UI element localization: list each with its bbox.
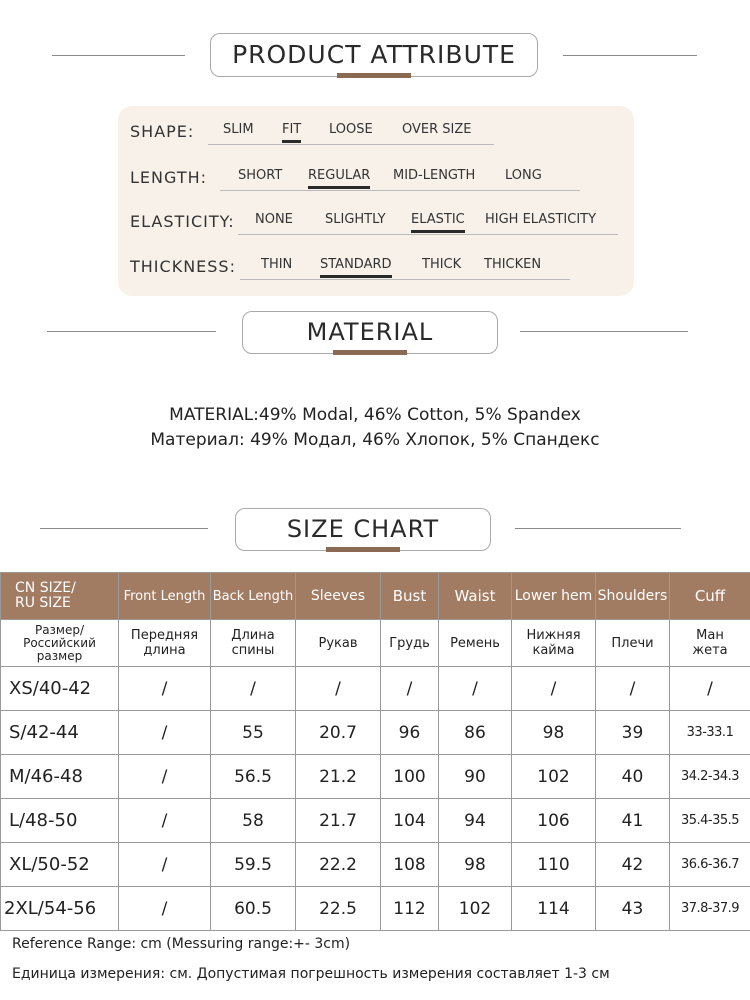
material-text-en: MATERIAL:49% Modal, 46% Cotton, 5% Spandex xyxy=(169,405,581,425)
col-header-ru: Рукав xyxy=(296,620,381,667)
table-cell-size: L/48-50 xyxy=(1,799,119,843)
table-cell: 56.5 xyxy=(211,755,296,799)
table-cell: 21.7 xyxy=(296,799,381,843)
table-cell-size: S/42-44 xyxy=(1,711,119,755)
table-cell: 20.7 xyxy=(296,711,381,755)
col-header-size: CN SIZE/ RU SIZE xyxy=(1,573,119,620)
table-cell: 94 xyxy=(439,799,512,843)
attribute-option-selected: STANDARD xyxy=(320,257,392,272)
table-cell: / xyxy=(296,667,381,711)
table-cell: / xyxy=(119,799,211,843)
table-cell: / xyxy=(211,667,296,711)
material-heading xyxy=(242,311,498,354)
table-cell: 114 xyxy=(512,887,596,931)
table-cell: 36.6-36.7 xyxy=(670,843,750,887)
attribute-panel xyxy=(118,106,634,296)
table-cell: 59.5 xyxy=(211,843,296,887)
attribute-option: THIN xyxy=(261,257,293,272)
divider-left xyxy=(40,528,208,529)
attribute-option-selected: REGULAR xyxy=(308,168,371,183)
col-header-ru: Ремень xyxy=(439,620,512,667)
table-cell: / xyxy=(439,667,512,711)
table-cell: 90 xyxy=(439,755,512,799)
divider-left xyxy=(52,55,185,56)
table-cell: 39 xyxy=(596,711,670,755)
table-cell: 58 xyxy=(211,799,296,843)
table-cell: / xyxy=(512,667,596,711)
attribute-row-thickness xyxy=(130,253,630,283)
size-chart-title: SIZE CHART xyxy=(286,515,440,543)
attribute-option: THICKEN xyxy=(484,257,542,272)
table-cell-size: XS/40-42 xyxy=(1,667,119,711)
attribute-option: THICK xyxy=(422,257,462,272)
attribute-label: LENGTH: xyxy=(130,168,208,187)
table-row xyxy=(1,887,750,931)
col-header-ru: Размер/ Российский размер xyxy=(1,620,119,667)
attribute-option-selected: FIT xyxy=(282,122,302,137)
attribute-label: ELASTICITY: xyxy=(130,212,235,231)
table-header-ru-row xyxy=(1,620,750,667)
table-cell: / xyxy=(119,843,211,887)
table-cell-size: XL/50-52 xyxy=(1,843,119,887)
col-header-ru: Передняя длина xyxy=(119,620,211,667)
attribute-label: SHAPE: xyxy=(130,122,195,141)
table-cell: 55 xyxy=(211,711,296,755)
material-title: MATERIAL xyxy=(306,318,434,346)
table-row xyxy=(1,667,750,711)
divider-right xyxy=(515,528,681,529)
table-cell: 106 xyxy=(512,799,596,843)
divider-left xyxy=(47,331,216,332)
table-cell: / xyxy=(119,667,211,711)
table-cell: 108 xyxy=(381,843,439,887)
table-row xyxy=(1,799,750,843)
attribute-option: LONG xyxy=(505,168,542,183)
table-cell: / xyxy=(670,667,750,711)
table-cell: 22.2 xyxy=(296,843,381,887)
attribute-option: OVER SIZE xyxy=(402,122,472,137)
size-chart-table xyxy=(0,572,750,931)
table-cell: 98 xyxy=(439,843,512,887)
table-cell: 41 xyxy=(596,799,670,843)
col-header-shoulders: Shoulders xyxy=(596,573,670,620)
col-header-cuff: Cuff xyxy=(670,573,750,620)
divider-right xyxy=(563,55,697,56)
col-header-back-length: Back Length xyxy=(211,573,296,620)
table-cell: / xyxy=(119,711,211,755)
table-cell: 86 xyxy=(439,711,512,755)
table-cell: 60.5 xyxy=(211,887,296,931)
table-header-row xyxy=(1,573,750,620)
table-cell: 98 xyxy=(512,711,596,755)
table-cell: 102 xyxy=(439,887,512,931)
table-cell: 100 xyxy=(381,755,439,799)
col-header-waist: Waist xyxy=(439,573,512,620)
attribute-option: MID-LENGTH xyxy=(393,168,476,183)
attribute-option: NONE xyxy=(255,212,293,227)
attribute-option: SLIGHTLY xyxy=(325,212,386,227)
table-cell: 110 xyxy=(512,843,596,887)
attribute-option: HIGH ELASTICITY xyxy=(485,212,597,227)
table-row xyxy=(1,843,750,887)
attribute-option: SHORT xyxy=(238,168,283,183)
col-header-sleeves: Sleeves xyxy=(296,573,381,620)
attribute-option: SLIM xyxy=(223,122,254,137)
table-cell: / xyxy=(381,667,439,711)
product-attribute-title: PRODUCT ATTRIBUTE xyxy=(232,40,516,69)
table-cell: 37.8-37.9 xyxy=(670,887,750,931)
size-chart-heading xyxy=(235,508,491,551)
table-cell: 43 xyxy=(596,887,670,931)
table-cell: 96 xyxy=(381,711,439,755)
attribute-label: THICKNESS: xyxy=(130,257,236,276)
table-row xyxy=(1,755,750,799)
table-cell: 21.2 xyxy=(296,755,381,799)
col-header-ru: Ман жета xyxy=(670,620,750,667)
table-cell: / xyxy=(119,887,211,931)
table-cell: / xyxy=(119,755,211,799)
attribute-option-selected: ELASTIC xyxy=(411,212,465,227)
attribute-row-elasticity xyxy=(130,208,630,238)
material-text-ru: Материал: 49% Модал, 46% Хлопок, 5% Спандекс xyxy=(150,430,600,450)
col-header-ru: Плечи xyxy=(596,620,670,667)
table-cell: 22.5 xyxy=(296,887,381,931)
table-cell-size: M/46-48 xyxy=(1,755,119,799)
table-cell: 34.2-34.3 xyxy=(670,755,750,799)
attribute-option: LOOSE xyxy=(329,122,373,137)
col-header-ru: Грудь xyxy=(381,620,439,667)
col-header-ru: Нижняя кайма xyxy=(512,620,596,667)
col-header-front-length: Front Length xyxy=(119,573,211,620)
attribute-row-length xyxy=(130,164,630,194)
table-cell: / xyxy=(596,667,670,711)
attribute-row-shape xyxy=(130,118,630,148)
reference-range-note: Reference Range: cm (Messuring range:+- 3cm) xyxy=(12,936,351,952)
table-cell: 40 xyxy=(596,755,670,799)
reference-range-note-ru: Единица измерения: см. Допустимая погрешность измерения составляет 1-3 см xyxy=(12,966,610,982)
product-attribute-heading xyxy=(210,33,538,77)
table-cell: 102 xyxy=(512,755,596,799)
table-cell: 42 xyxy=(596,843,670,887)
col-header-bust: Bust xyxy=(381,573,439,620)
col-header-lower-hem: Lower hem xyxy=(512,573,596,620)
col-header-ru: Длина спины xyxy=(211,620,296,667)
table-cell: 104 xyxy=(381,799,439,843)
table-cell: 33-33.1 xyxy=(670,711,750,755)
divider-right xyxy=(520,331,688,332)
table-row xyxy=(1,711,750,755)
table-cell: 112 xyxy=(381,887,439,931)
table-cell-size: 2XL/54-56 xyxy=(1,887,119,931)
table-cell: 35.4-35.5 xyxy=(670,799,750,843)
